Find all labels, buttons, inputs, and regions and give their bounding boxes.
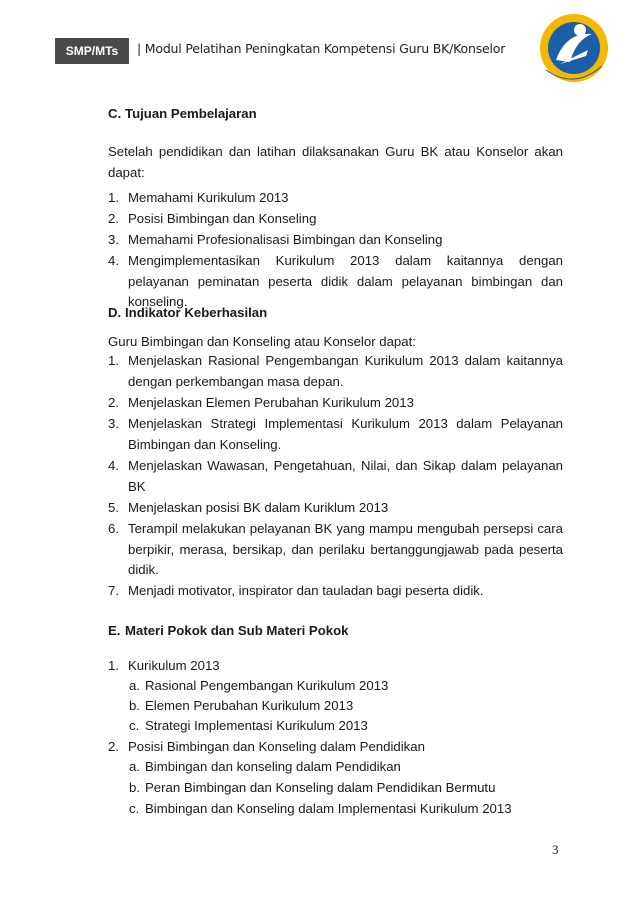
list-item: 3. Memahami Profesionalisasi Bimbingan dan Konseling <box>108 232 443 247</box>
list-item: 4. Mengimplementasikan Kurikulum 2013 dalam kaitannya dengan pelayanan peminatan peserta didik dalam pelayanan bimbingan dan konseling. <box>108 253 563 309</box>
list-item: 1. Kurikulum 2013 <box>108 658 220 673</box>
level-badge: SMP/MTs <box>55 38 129 64</box>
list-item: 5. Menjelaskan posisi BK dalam Kuriklum 2013 <box>108 500 389 515</box>
section-e-title: E. Materi Pokok dan Sub Materi Pokok <box>108 623 349 638</box>
section-c-intro: Setelah pendidikan dan latihan dilaksanakan Guru BK atau Konselor akan dapat: <box>108 144 563 180</box>
sub-list-item: c. Bimbingan dan Konseling dalam Implementasi Kurikulum 2013 <box>129 801 512 816</box>
list-item: 2. Menjelaskan Elemen Perubahan Kurikulum 2013 <box>108 395 414 410</box>
section-c-title: C. Tujuan Pembelajaran <box>108 106 257 121</box>
page-header <box>0 0 638 100</box>
sub-list-item: b. Elemen Perubahan Kurikulum 2013 <box>129 698 354 713</box>
list-item: 6. Terampil melakukan pelayanan BK yang mampu mengubah persepsi cara berpikir, merasa, bersikap, dan perilaku bertanggungjawab pada peserta didik. <box>108 521 563 577</box>
list-item: 2. Posisi Bimbingan dan Konseling dalam Pendidikan <box>108 739 425 754</box>
section-d-intro: Guru Bimbingan dan Konseling atau Konselor dapat: <box>108 334 416 349</box>
module-title: | Modul Pelatihan Peningkatan Kompetensi Guru BK/Konselor <box>137 41 506 56</box>
list-item: 2. Posisi Bimbingan dan Konseling <box>108 211 317 226</box>
list-item: 1. Menjelaskan Rasional Pengembangan Kurikulum 2013 dalam kaitannya dengan perkembangan masa depan. <box>108 353 563 389</box>
sub-list-item: a. Rasional Pengembangan Kurikulum 2013 <box>129 678 389 693</box>
sub-list-item: c. Strategi Implementasi Kurikulum 2013 <box>129 718 368 733</box>
section-d-title: D. Indikator Keberhasilan <box>108 305 268 320</box>
list-item: 4. Menjelaskan Wawasan, Pengetahuan, Nilai, dan Sikap dalam pelayanan BK <box>108 458 563 494</box>
page-number: 3 <box>552 842 559 857</box>
list-item: 3. Menjelaskan Strategi Implementasi Kurikulum 2013 dalam Pelayanan Bimbingan dan Konseling. <box>108 416 563 452</box>
kurikulum-2013-logo <box>536 10 612 86</box>
sub-list-item: a. Bimbingan dan konseling dalam Pendidikan <box>129 759 401 774</box>
sub-list-item: b. Peran Bimbingan dan Konseling dalam Pendidikan Bermutu <box>129 780 496 795</box>
list-item: 7. Menjadi motivator, inspirator dan tauladan bagi peserta didik. <box>108 583 484 598</box>
list-item: 1. Memahami Kurikulum 2013 <box>108 190 289 205</box>
